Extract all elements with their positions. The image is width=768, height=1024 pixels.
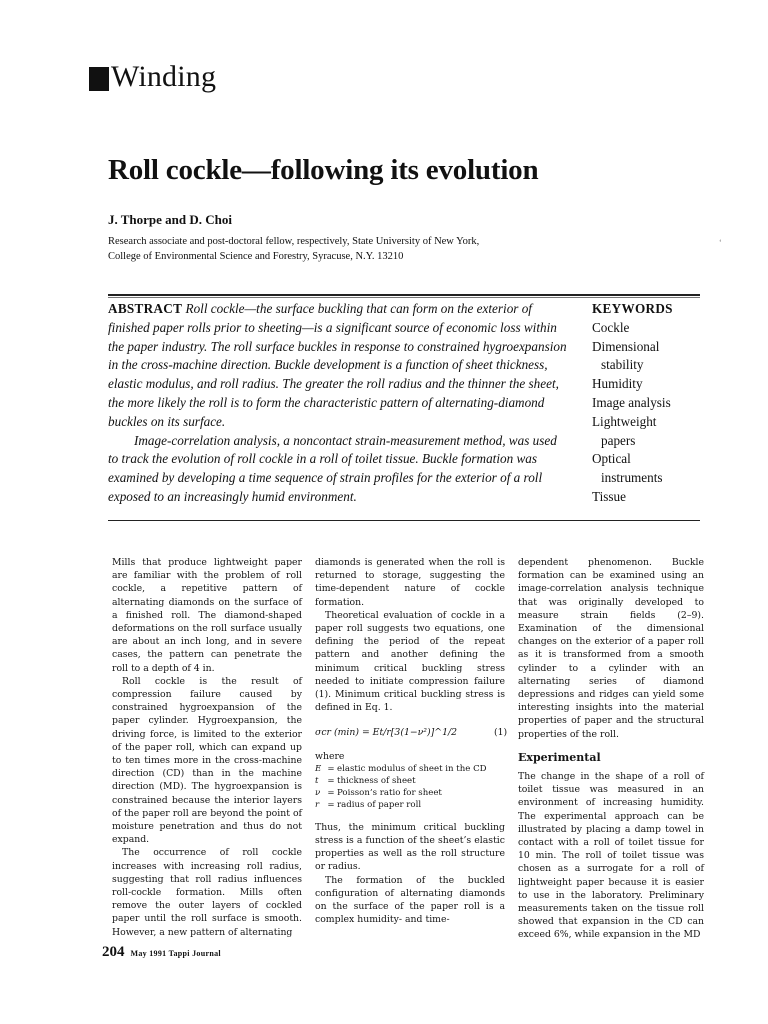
- keyword: Optical: [592, 451, 631, 467]
- paragraph: dependent phenomenon. Buckle formation can be examined using an image-correlation analysis technique that was originally developed to measure strain fields (2–9). Examination of the dimensional changes on the exterior of a paper roll as it is transformed from a smooth cylinder to a cylinder with an alternating series of diamond depressions and ridges can yield some interesting insights into the material properties of paper and the structural properties of the roll.: [518, 557, 704, 740]
- keyword: Tissue: [592, 488, 626, 504]
- section-label: Winding: [111, 60, 217, 93]
- keyword-continuation: papers: [601, 432, 636, 448]
- abstract: [108, 300, 570, 507]
- scan-speck: ‘: [719, 238, 722, 247]
- affiliation-line: College of Environmental Science and Forestry, Syracuse, N.Y. 13210: [108, 251, 404, 262]
- symbol-meaning: elastic modulus of sheet in the CD: [337, 763, 487, 774]
- paragraph: The occurrence of roll cockle increases with increasing roll radius, suggesting that roll radius influences roll-cockle formation. Mills often remove the outer layers of cockled paper until the roll surface is smooth. However, a new pattern of alternating: [112, 847, 302, 938]
- abstract-para-2: Image-correlation analysis, a noncontact strain-measurement method, was used to track the evolution of roll cockle in a roll of toilet tissue. Buckle formation was examined by developing a time sequence of strain profiles for the exterior of a roll exposed to an increasingly humid environment.: [108, 432, 557, 504]
- symbol-definition: [315, 775, 505, 787]
- section-heading-experimental: Experimental: [518, 750, 601, 764]
- keyword-continuation: stability: [601, 357, 644, 373]
- symbol: r: [315, 799, 320, 810]
- symbol-definition: [315, 763, 505, 775]
- keyword: Image analysis: [592, 394, 671, 410]
- abstract-rule-bottom: [108, 520, 700, 521]
- paragraph: Mills that produce lightweight paper are familiar with the problem of roll cockle, a repetitive pattern of alternating diamonds on the surface of a finished roll. The diamond-shaped deformations on the roll surface usually are about an inch long, and in severe cases, the pattern can penetrate the roll to a depth of 4 in.: [112, 557, 302, 674]
- keyword: Lightweight: [592, 413, 657, 429]
- equation-number: (1): [494, 727, 508, 739]
- keyword-continuation: instruments: [601, 470, 663, 486]
- paragraph: The change in the shape of a roll of toilet tissue was measured in an environment of increasing humidity. The experimental approach can be illustrated by placing a damp towel in contact with a roll of toilet tissue for 10 min. The roll of toilet tissue was chosen as a surrogate for a roll of lightweight paper because it is easier to use in the laboratory. Preliminary measurements taken on the tissue roll showed that expansion in the CD can exceed 6%, while expansion in the MD: [518, 771, 704, 941]
- keyword: Cockle: [592, 319, 630, 335]
- abstract-para-1: [108, 300, 570, 432]
- article-title: Roll cockle—following its evolution: [108, 154, 539, 186]
- symbol-definitions: [315, 763, 505, 811]
- section-tag: [89, 60, 216, 94]
- keywords-heading: KEYWORDS: [592, 301, 673, 316]
- affiliation: [108, 234, 628, 264]
- body-column-3: [518, 556, 704, 942]
- journal-issue: May 1991 Tappi Journal: [130, 949, 221, 958]
- keyword: Humidity: [592, 376, 643, 392]
- equation-1: [315, 726, 508, 739]
- keyword: Dimensional: [592, 338, 660, 354]
- page-footer: [102, 944, 221, 961]
- symbol-meaning: radius of paper roll: [337, 799, 422, 810]
- equation-expression: σcr (min) = Et/r[3(1−ν²)]^1/2: [315, 727, 458, 739]
- paragraph: diamonds is generated when the roll is returned to storage, suggesting the time-dependent nature of cockle formation.: [315, 557, 505, 608]
- symbol: t: [315, 775, 319, 786]
- symbol: ν: [315, 787, 321, 798]
- body-column-1: [112, 556, 302, 939]
- abstract-text-1: Roll cockle—the surface buckling that can form on the exterior of finished paper rolls prior to sheeting—is a significant source of economic loss within the paper industry. The roll surface buckles in response to constrained hygroexpansion in the cross-machine direction. Buckle development is a function of sheet thickness, elastic modulus, and roll radius. The greater the roll radius and the thinner the sheet, the more likely the roll is to form the characteristic pattern of alternating-diamond buckles on its surface.: [108, 301, 567, 429]
- authors: J. Thorpe and D. Choi: [108, 212, 233, 227]
- section-bar: [89, 67, 109, 91]
- abstract-label: ABSTRACT: [108, 301, 183, 316]
- paragraph: Theoretical evaluation of cockle in a paper roll suggests two equations, one defining the period of the repeat pattern and another defining the minimum critical buckling stress needed to initiate compression failure (1). Minimum critical buckling stress is defined in Eq. 1.: [315, 609, 505, 714]
- keywords: [592, 300, 712, 507]
- paragraph: The formation of the buckled configuration of alternating diamonds on the surface of the paper roll is a complex humidity- and time-: [315, 874, 505, 926]
- symbol-definition: [315, 799, 505, 811]
- equals-sign: =: [327, 775, 335, 786]
- where-label: where: [315, 750, 345, 762]
- equals-sign: =: [327, 787, 335, 798]
- page-number: 204: [102, 944, 125, 960]
- symbol: E: [315, 763, 322, 774]
- symbol-meaning: thickness of sheet: [337, 775, 416, 786]
- equals-sign: =: [327, 799, 335, 810]
- equals-sign: =: [327, 763, 335, 774]
- paragraph: Thus, the minimum critical buckling stress is a function of the sheet’s elastic properties as well as the roll structure or radius.: [315, 821, 505, 873]
- abstract-rule-top-thin: [108, 297, 700, 298]
- paragraph: Roll cockle is the result of compression failure caused by constrained hygroexpansion of the paper cylinder. Hygroexpansion, the driving force, is limited to the exterior of the paper roll, which can expand up to ten times more in the cross-machine direction (CD) than in the machine direction (MD). The hygroexpansion is constrained because the interior layers of the paper roll are beyond the point of moisture penetration and thus do not expand.: [112, 675, 302, 846]
- abstract-rule-top: [108, 294, 700, 296]
- body-column-2: [315, 556, 508, 926]
- symbol-meaning: Poisson’s ratio for sheet: [337, 787, 442, 798]
- affiliation-line: Research associate and post-doctoral fellow, respectively, State University of New York,: [108, 236, 480, 247]
- symbol-definition: [315, 787, 505, 799]
